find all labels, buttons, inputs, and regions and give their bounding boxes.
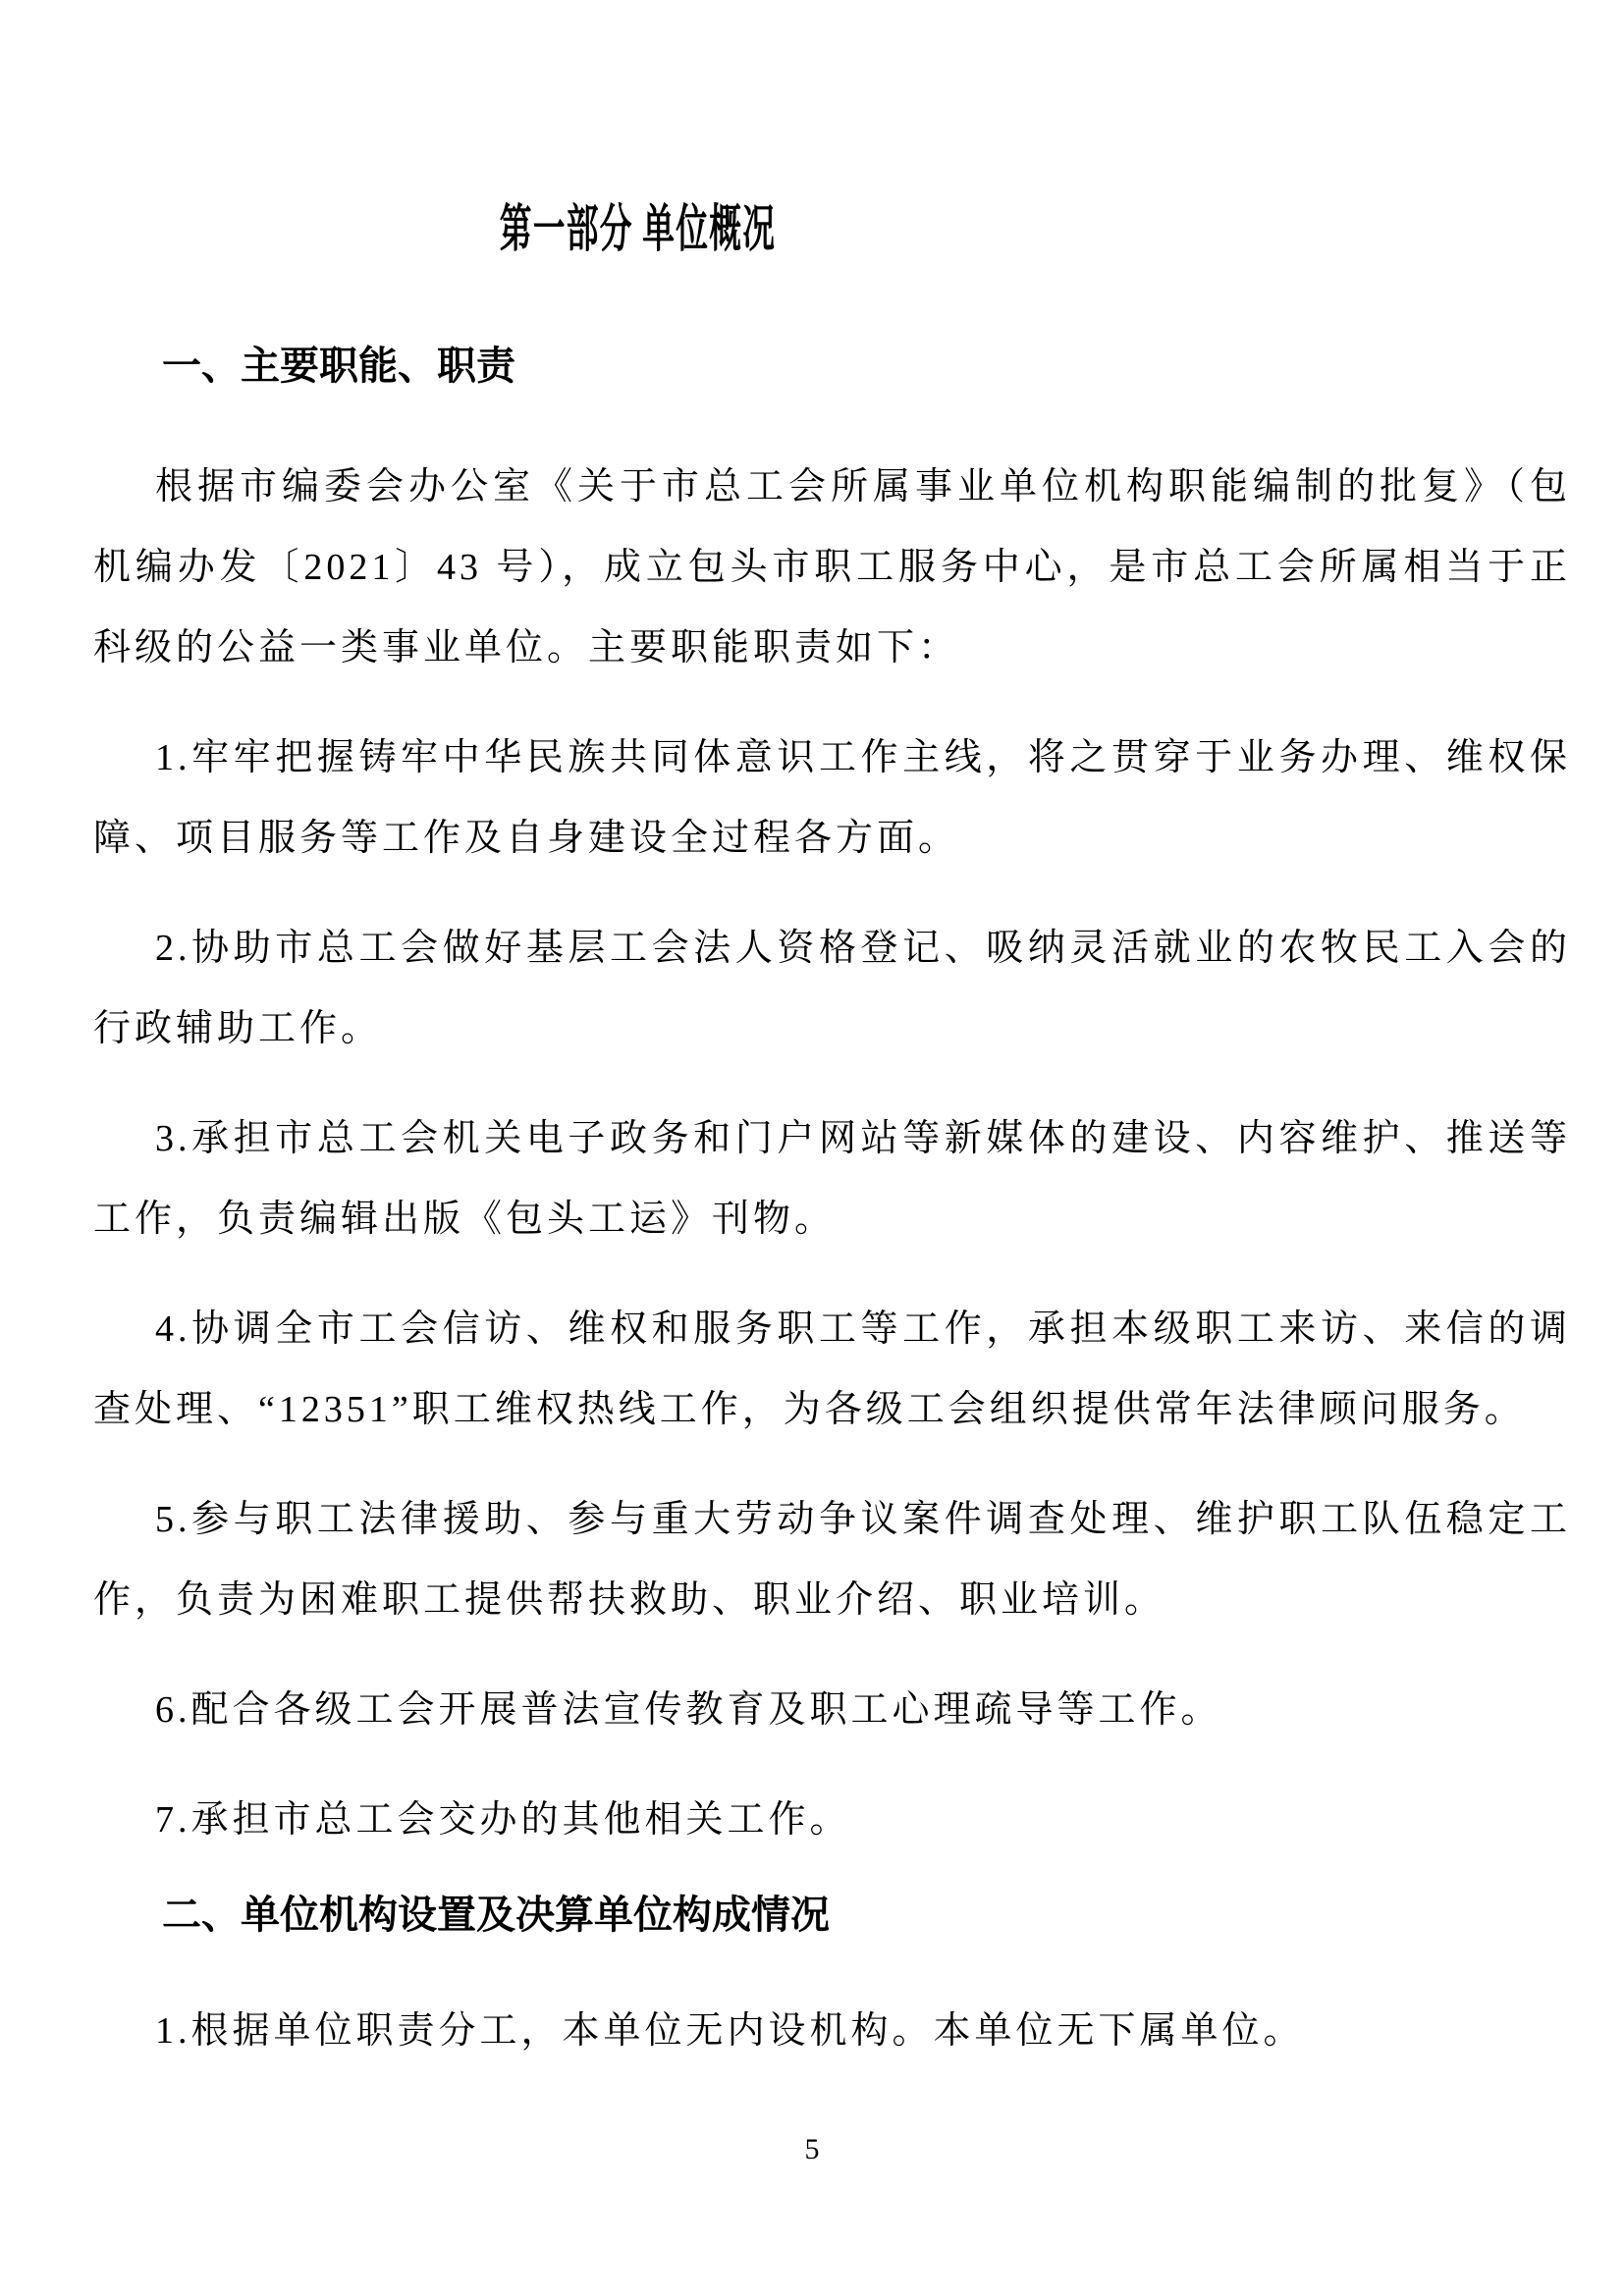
paragraph-duty-6: 6.配合各级工会开展普法宣传教育及职工心理疏导等工作。 xyxy=(155,1689,1222,1731)
section-heading-org-structure: 二、单位机构设置及决算单位构成情况 xyxy=(162,1894,830,1937)
paragraph-duty-2: 2.协助市总工会做好基层工会法人资格登记、吸纳灵活就业的农牧民工入会的行政辅助工作。 xyxy=(93,928,1571,1049)
paragraph-duty-3: 3.承担市总工会机关电子政务和门户网站等新媒体的建设、内容维护、推送等工作，负责编辑出版《包头工运》刊物。 xyxy=(93,1118,1571,1240)
paragraph-duty-7: 7.承担市总工会交办的其他相关工作。 xyxy=(155,1799,851,1841)
document-title-text: 第一部分 单位概况 xyxy=(500,202,777,258)
page-number: 5 xyxy=(804,2133,820,2165)
paragraph-intro: 根据市编委会办公室《关于市总工会所属事业单位机构职能编制的批复》（包机编办发〔2021〕43 号），成立包头市职工服务中心，是市总工会所属相当于正科级的公益一类事业单位。主要职能职责如下： xyxy=(93,466,1571,668)
paragraph-duty-5: 5.参与职工法律援助、参与重大劳动争议案件调查处理、维护职工队伍稳定工作，负责为困难职工提供帮扶救助、职业介绍、职业培训。 xyxy=(93,1499,1571,1621)
section-heading-main-functions: 一、主要职能、职责 xyxy=(162,345,515,388)
paragraph-org-structure: 1.根据单位职责分工，本单位无内设机构。本单位无下属单位。 xyxy=(155,2010,1305,2052)
paragraph-duty-4: 4.协调全市工会信访、维权和服务职工等工作，承担本级职工来访、来信的调查处理、“12351”职工维权热线工作，为各级工会组织提供常年法律顾问服务。 xyxy=(93,1308,1571,1430)
document-title xyxy=(93,201,1183,260)
paragraph-duty-1: 1.牢牢把握铸牢中华民族共同体意识工作主线，将之贯穿于业务办理、维权保障、项目服务等工作及自身建设全过程各方面。 xyxy=(93,737,1571,859)
page-content xyxy=(0,201,1624,2071)
